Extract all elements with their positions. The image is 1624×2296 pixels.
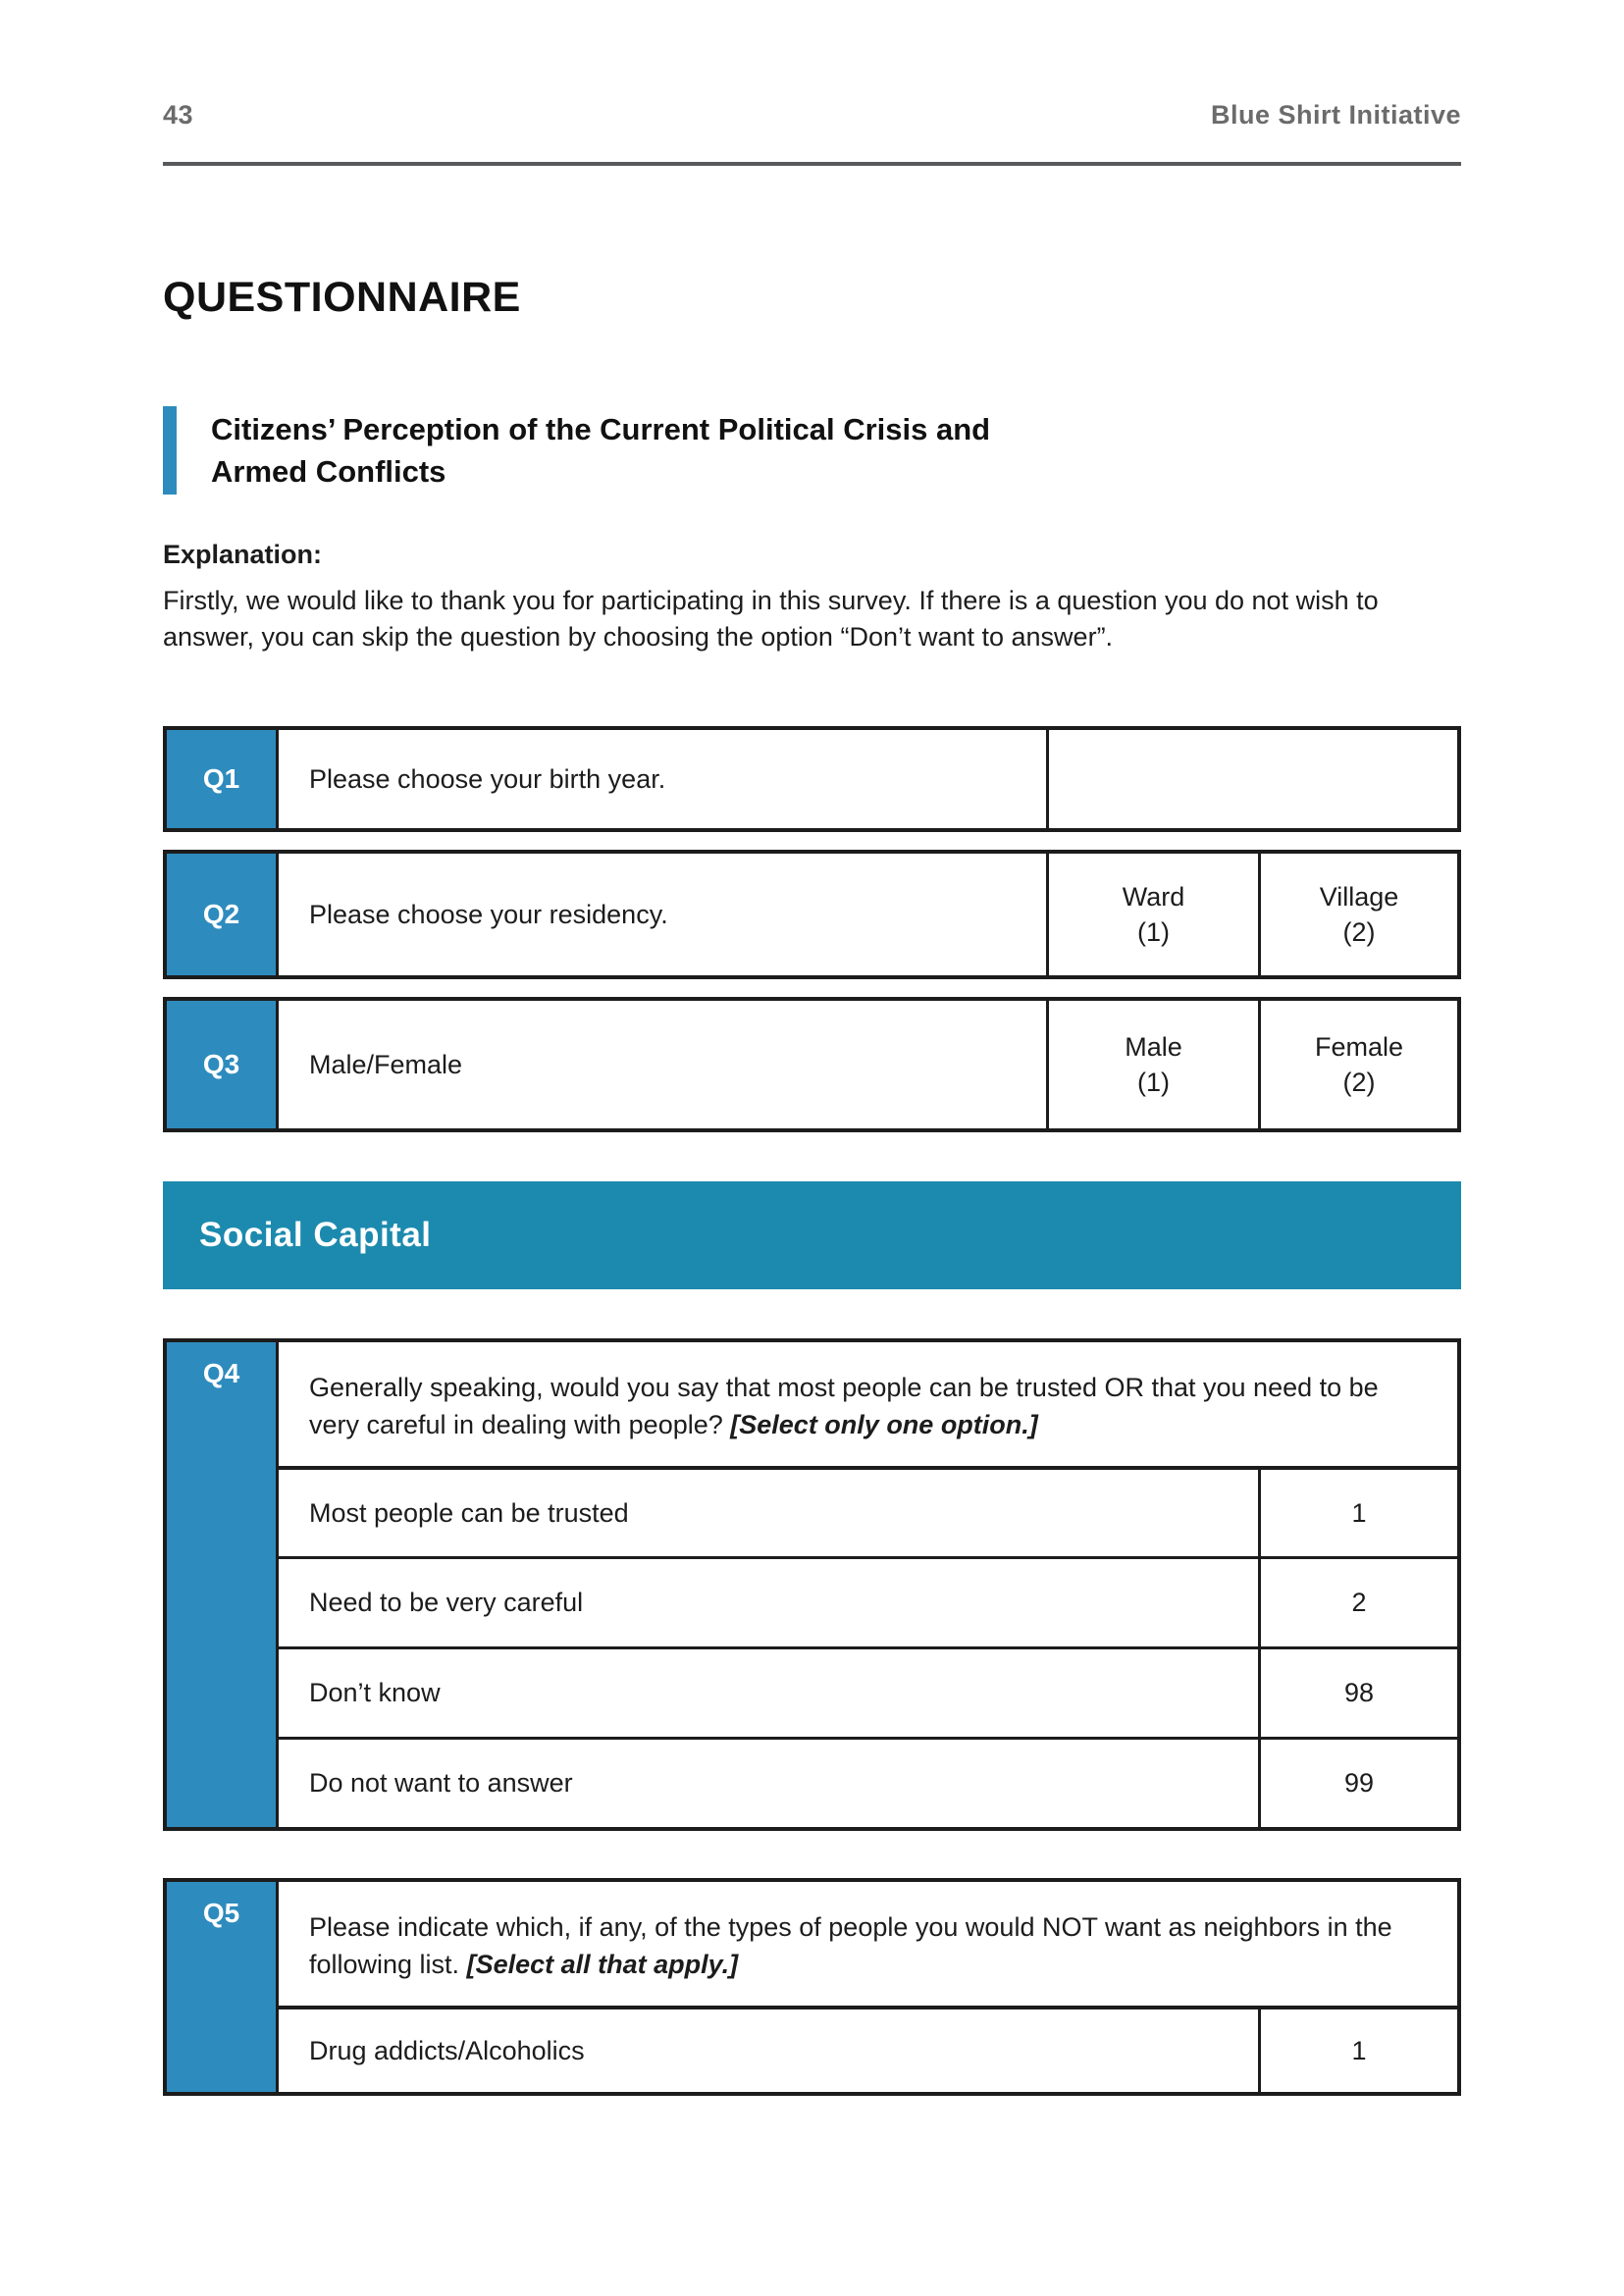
answer-label: Male bbox=[1125, 1032, 1182, 1062]
q1-question-text: Please choose your birth year. bbox=[309, 763, 666, 794]
q1-body bbox=[276, 730, 1457, 828]
answer-code: (2) bbox=[1342, 917, 1376, 947]
q3-answer-female bbox=[1258, 1001, 1457, 1128]
page-number: 43 bbox=[163, 100, 194, 130]
q4-body bbox=[276, 1342, 1457, 1827]
q1-id-cell: Q1 bbox=[167, 730, 276, 828]
q3-body bbox=[276, 1001, 1457, 1128]
q4-option-row bbox=[279, 1737, 1457, 1827]
q5-question-text bbox=[279, 1882, 1457, 2006]
option-code: 98 bbox=[1258, 1649, 1457, 1737]
answer-label: Female bbox=[1314, 1032, 1404, 1062]
section-heading-line2: Armed Conflicts bbox=[211, 454, 446, 489]
header-rule bbox=[163, 162, 1461, 166]
brand-name: Blue Shirt Initiative bbox=[1210, 100, 1461, 130]
section-banner-social-capital bbox=[163, 1181, 1461, 1289]
q2-answer-ward bbox=[1046, 854, 1258, 975]
option-label: Drug addicts/Alcoholics bbox=[309, 2035, 585, 2065]
q4-question-instruction: [Select only one option.] bbox=[730, 1410, 1038, 1439]
running-header bbox=[163, 0, 1461, 130]
banner-label: Social Capital bbox=[199, 1216, 432, 1254]
q2-id-cell: Q2 bbox=[167, 854, 276, 975]
q1-table bbox=[163, 726, 1461, 832]
q3-question-text: Male/Female bbox=[309, 1049, 463, 1079]
option-label: Do not want to answer bbox=[309, 1768, 573, 1798]
explanation-label: Explanation: bbox=[163, 540, 323, 569]
q3-table bbox=[163, 997, 1461, 1132]
q4-question-main: Generally speaking, would you say that most people can be trusted OR that you need to be very careful in dealing with people? bbox=[309, 1373, 1379, 1439]
q4-option-row bbox=[279, 1646, 1457, 1737]
q5-question-main: Please indicate which, if any, of the types of people you would NOT want as neighbors in the following list. bbox=[309, 1912, 1392, 1979]
q2-body bbox=[276, 854, 1457, 975]
q4-id-cell: Q4 bbox=[167, 1342, 276, 1827]
option-code: 1 bbox=[1258, 1470, 1457, 1556]
option-code: 2 bbox=[1258, 1559, 1457, 1646]
section-accent-bar bbox=[163, 406, 177, 495]
page-title: QUESTIONNAIRE bbox=[163, 274, 521, 321]
q4-question-text bbox=[279, 1342, 1457, 1466]
option-code: 1 bbox=[1258, 2009, 1457, 2092]
q5-id-cell: Q5 bbox=[167, 1882, 276, 2092]
q5-body bbox=[276, 1882, 1457, 2092]
page-content bbox=[163, 0, 1461, 2096]
q5-table bbox=[163, 1878, 1461, 2096]
answer-code: (2) bbox=[1342, 1068, 1376, 1097]
answer-label: Village bbox=[1319, 882, 1399, 912]
q3-id-cell: Q3 bbox=[167, 1001, 276, 1128]
q2-question-text: Please choose your residency. bbox=[309, 899, 668, 929]
q2-table bbox=[163, 850, 1461, 979]
q5-option-row bbox=[279, 2006, 1457, 2092]
explanation-text: Firstly, we would like to thank you for participating in this survey. If there is a question you do not wish to answer, you can skip the question by choosing the option “Don’t want to answer”. bbox=[163, 586, 1379, 652]
q4-option-row bbox=[279, 1466, 1457, 1556]
option-code: 99 bbox=[1258, 1740, 1457, 1827]
section-heading-line1: Citizens’ Perception of the Current Political Crisis and bbox=[211, 412, 991, 446]
q3-answer-male bbox=[1046, 1001, 1258, 1128]
answer-code: (1) bbox=[1137, 1068, 1170, 1097]
q4-option-row bbox=[279, 1556, 1457, 1646]
answer-code: (1) bbox=[1137, 917, 1170, 947]
q2-answer-village bbox=[1258, 854, 1457, 975]
section-heading-block bbox=[163, 406, 1461, 495]
q4-table bbox=[163, 1338, 1461, 1831]
answer-label: Ward bbox=[1122, 882, 1185, 912]
section-heading bbox=[211, 406, 990, 495]
q1-answer-cell bbox=[1046, 730, 1457, 828]
option-label: Most people can be trusted bbox=[309, 1497, 629, 1528]
option-label: Need to be very careful bbox=[309, 1588, 584, 1617]
option-label: Don’t know bbox=[309, 1678, 441, 1707]
q5-question-instruction: [Select all that apply.] bbox=[466, 1950, 739, 1979]
